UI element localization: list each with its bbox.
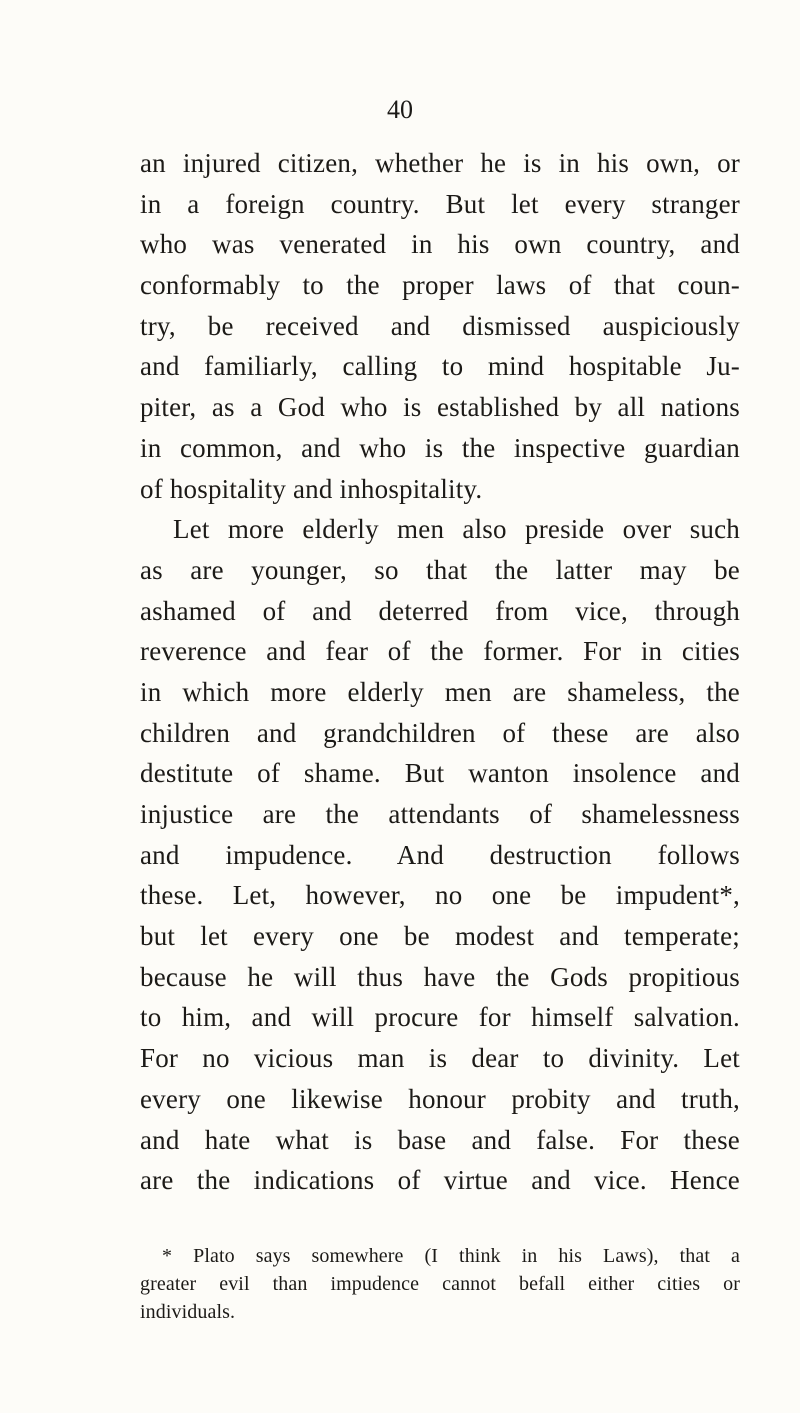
footnote-line: greater evil than impudence cannot befall either cities or (140, 1273, 740, 1295)
text-line: destitute of shame. But wanton insolence and (140, 758, 740, 789)
text-line: as are younger, so that the latter may be (140, 554, 740, 585)
text-line: ashamed of and deterred from vice, through (140, 595, 740, 626)
text-line: these. Let, however, no one be impudent*, (140, 880, 740, 911)
text-line: injustice are the attendants of shamelessness (140, 799, 740, 829)
text-line: in a foreign country. But let every stranger (140, 188, 740, 219)
body-text (140, 143, 740, 1201)
text-line: in common, and who is the inspective guardian (140, 432, 740, 463)
text-line: to him, and will procure for himself salvation. (140, 1002, 740, 1033)
text-line: piter, as a God who is established by all nations (140, 392, 740, 423)
text-line: an injured citizen, whether he is in his own, or (140, 148, 740, 178)
text-line: For no vicious man is dear to divinity. Let (140, 1043, 740, 1074)
text-line: reverence and fear of the former. For in cities (140, 636, 740, 667)
text-line: and familiarly, calling to mind hospitable Ju- (140, 351, 740, 382)
footnote (140, 1242, 740, 1326)
footnote-line: individuals. (140, 1301, 236, 1323)
text-line: are the indications of virtue and vice. Hence (140, 1165, 740, 1196)
text-line: every one likewise honour probity and truth, (140, 1083, 740, 1114)
text-line: who was venerated in his own country, and (140, 229, 740, 260)
paragraph-start-line: Let more elderly men also preside over such (173, 514, 740, 545)
text-line: conformably to the proper laws of that coun- (140, 270, 740, 301)
text-line: and hate what is base and false. For these (140, 1124, 740, 1155)
footnote-line: * Plato says somewhere (I think in his Laws), that a (162, 1245, 740, 1267)
text-line: children and grandchildren of these are also (140, 717, 740, 748)
text-line: but let every one be modest and temperate; (140, 921, 740, 952)
text-line: in which more elderly men are shameless, the (140, 676, 740, 707)
text-line: and impudence. And destruction follows (140, 839, 740, 870)
page-number: 40 (387, 95, 413, 124)
paragraph-end-line: of hospitality and inhospitality. (140, 473, 483, 504)
text-line: try, be received and dismissed auspiciously (140, 310, 740, 341)
text-line: because he will thus have the Gods propitious (140, 961, 740, 992)
